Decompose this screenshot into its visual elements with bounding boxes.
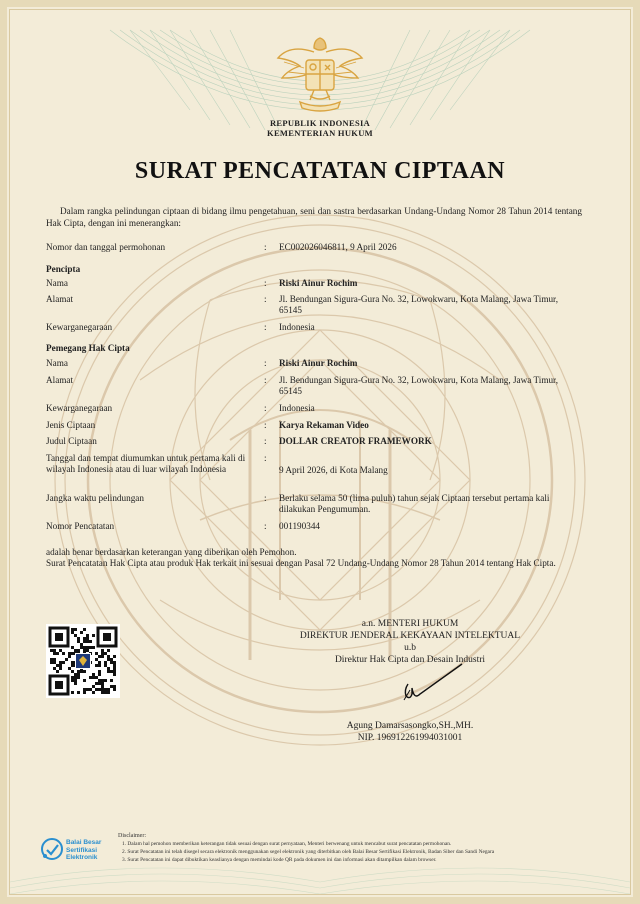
- qr-module: [77, 637, 80, 640]
- qr-module: [65, 658, 68, 661]
- qr-module: [107, 691, 110, 694]
- qr-module: [56, 670, 59, 673]
- qr-module: [92, 673, 95, 676]
- holder-address-label: Alamat: [46, 375, 74, 385]
- qr-module: [74, 628, 77, 631]
- sig-on-behalf: a.n. MENTERI HUKUM: [361, 619, 459, 629]
- qr-module: [86, 637, 89, 640]
- work-title: DOLLAR CREATOR FRAMEWORK: [279, 436, 432, 446]
- colon: :: [264, 493, 267, 503]
- qr-module: [92, 691, 95, 694]
- sig-ub: u.b: [404, 643, 416, 653]
- qr-module: [104, 664, 107, 667]
- work-duration-label: Jangka waktu pelindungan: [46, 493, 144, 503]
- qr-module: [86, 649, 89, 652]
- handwritten-signature: [390, 660, 470, 710]
- qr-module: [59, 649, 62, 652]
- qr-module: [113, 673, 116, 676]
- qr-module: [71, 646, 74, 649]
- qr-module: [59, 667, 62, 670]
- qr-module: [71, 691, 74, 694]
- holder-nationality: Indonesia: [279, 403, 315, 413]
- qr-module: [74, 679, 77, 682]
- colon: :: [264, 294, 267, 304]
- qr-module: [68, 667, 71, 670]
- qr-module: [95, 676, 98, 679]
- application-label: Nomor dan tanggal permohonan: [46, 242, 166, 252]
- qr-module: [71, 628, 74, 631]
- qr-module: [74, 676, 77, 679]
- work-type: Karya Rekaman Video: [279, 420, 369, 430]
- qr-module: [50, 649, 53, 652]
- qr-module: [89, 688, 92, 691]
- qr-module: [59, 664, 62, 667]
- qr-module: [53, 667, 56, 670]
- colon: :: [264, 436, 267, 446]
- qr-module: [80, 670, 83, 673]
- creator-address-label: Alamat: [46, 294, 74, 304]
- qr-module: [53, 661, 56, 664]
- work-record: 001190344: [279, 521, 321, 531]
- qr-module: [101, 682, 104, 685]
- qr-module: [83, 670, 86, 673]
- qr-module: [71, 661, 74, 664]
- qr-module: [101, 688, 104, 691]
- sig-director: Direktur Hak Cipta dan Desain Industri: [334, 655, 486, 665]
- qr-module: [50, 658, 53, 661]
- qr-module: [83, 649, 86, 652]
- qr-module: [92, 646, 95, 649]
- qr-module: [113, 685, 116, 688]
- qr-module: [62, 661, 65, 664]
- colon: :: [264, 521, 267, 531]
- holder-name: Riski Ainur Rochim: [279, 358, 358, 368]
- qr-module: [80, 643, 83, 646]
- qr-module: [53, 649, 56, 652]
- colon: :: [264, 278, 267, 288]
- qr-module: [110, 658, 113, 661]
- qr-module: [110, 670, 113, 673]
- qr-module: [89, 676, 92, 679]
- qr-module: [77, 640, 80, 643]
- qr-module: [101, 655, 104, 658]
- application-value: EC002026046811, 9 April 2026: [279, 242, 397, 252]
- qr-module: [98, 655, 101, 658]
- qr-module: [107, 667, 110, 670]
- qr-module: [83, 646, 86, 649]
- qr-module: [98, 673, 101, 676]
- colon: :: [264, 242, 267, 252]
- qr-module: [59, 661, 62, 664]
- qr-module: [104, 679, 107, 682]
- qr-center-logo-icon: [76, 654, 90, 668]
- qr-module: [101, 691, 104, 694]
- qr-module: [107, 670, 110, 673]
- garuda-emblem-icon: [270, 30, 370, 115]
- colon: :: [264, 403, 267, 413]
- qr-module: [53, 658, 56, 661]
- disclaimer: [118, 832, 618, 864]
- work-title-label: Judul Ciptaan: [46, 436, 97, 446]
- qr-module: [101, 685, 104, 688]
- qr-module: [74, 682, 77, 685]
- qr-module: [83, 679, 86, 682]
- qr-module: [77, 670, 80, 673]
- qr-module: [80, 646, 83, 649]
- holder-address: Jl. Bendungan Sigura-Gura No. 32, Lowokwaru, Kota Malang, Jawa Timur, 65145: [279, 375, 559, 396]
- bsre-logo-icon: [40, 836, 64, 862]
- closing-line2: Surat Pencatatan Hak Cipta atau produk Hak terkait ini sesuai dengan Pasal 72 Undang-Undang Nomor 28 Tahun 2014 tentang Hak Cipta.: [46, 558, 556, 568]
- qr-module: [101, 652, 104, 655]
- qr-module: [71, 679, 74, 682]
- disclaimer-title: Disclaimer:: [118, 833, 146, 839]
- header-country: REPUBLIK INDONESIA: [269, 118, 371, 128]
- disclaimer-item: 2. Surat Pencatatan ini telah disegel secara elektronik menggunakan segel elektronik yang diterbitkan oleh Balai Besar Sertifikasi Elektronik, Badan Siber dan Sandi Negara: [122, 849, 495, 855]
- creator-nationality: Indonesia: [279, 322, 315, 332]
- sig-nip: NIP. 196912261994031001: [357, 733, 463, 743]
- qr-module: [77, 649, 80, 652]
- qr-module: [62, 652, 65, 655]
- qr-module: [74, 634, 77, 637]
- creator-name: Riski Ainur Rochim: [279, 278, 358, 288]
- qr-module: [89, 646, 92, 649]
- creator-nationality-label: Kewarganegaraan: [46, 322, 113, 332]
- qr-module: [98, 688, 101, 691]
- work-record-label: Nomor Pencatatan: [46, 521, 115, 531]
- qr-module: [86, 634, 89, 637]
- qr-module: [92, 676, 95, 679]
- qr-module: [74, 649, 77, 652]
- qr-module: [77, 691, 80, 694]
- disclaimer-item: 3. Surat Pencatatan ini dapat dibuktikan keaslianya dengan memindai kode QR pada dokumen ini dan informasi akan ditampilkan dalam browser.: [122, 857, 437, 863]
- colon: :: [264, 453, 267, 463]
- qr-module: [95, 658, 98, 661]
- qr-module: [98, 679, 101, 682]
- colon: :: [264, 420, 267, 430]
- creator-name-label: Nama: [46, 278, 68, 288]
- sig-directorate: DIREKTUR JENDERAL KEKAYAAN INTELEKTUAL: [299, 631, 521, 641]
- qr-module: [89, 640, 92, 643]
- work-announce-label: Tanggal dan tempat diumumkan untuk pertama kali di wilayah Indonesia atau di luar wilayah Indonesia: [46, 453, 246, 474]
- qr-module: [107, 658, 110, 661]
- work-duration: Berlaku selama 50 (lima puluh) tahun sejak Ciptaan tersebut pertama kali dilakukan Pengumuman.: [279, 493, 550, 514]
- qr-module: [104, 688, 107, 691]
- qr-module: [113, 688, 116, 691]
- qr-module: [86, 646, 89, 649]
- qr-module: [50, 661, 53, 664]
- sig-name: Agung Damarsasongko,SH.,MH.: [346, 721, 474, 731]
- qr-module: [98, 670, 101, 673]
- bsre-line1: Balai Besar: [66, 839, 102, 846]
- colon: :: [264, 375, 267, 385]
- qr-module: [83, 691, 86, 694]
- qr-module: [101, 679, 104, 682]
- header-ministry: KEMENTERIAN HUKUM: [267, 128, 373, 138]
- qr-module: [77, 676, 80, 679]
- work-type-label: Jenis Ciptaan: [46, 420, 96, 430]
- closing-line1: adalah benar berdasarkan keterangan yang diberikan oleh Pemohon.: [46, 547, 297, 557]
- qr-module: [56, 664, 59, 667]
- qr-module: [101, 649, 104, 652]
- qr-module: [83, 637, 86, 640]
- section-creator: Pencipta: [46, 264, 81, 274]
- disclaimer-item: 1. Dalam hal pemohon memberikan keterangan tidak sesuai dengan surat pernyataan, Menteri berwenang untuk mencabut surat pencatatan permohonan.: [122, 841, 452, 847]
- intro-paragraph: Dalam rangka pelindungan ciptaan di bidang ilmu pengetahuan, seni dan sastra berdasarkan Undang-Undang Nomor 28 Tahun 2014 tentang Hak Cipta, dengan ini menerangkan:: [46, 206, 582, 228]
- qr-module: [113, 670, 116, 673]
- qr-module: [107, 649, 110, 652]
- qr-code[interactable]: [46, 624, 120, 698]
- bsre-name: [66, 839, 101, 862]
- qr-module: [110, 679, 113, 682]
- qr-module: [56, 652, 59, 655]
- qr-module: [92, 634, 95, 637]
- qr-module: [95, 664, 98, 667]
- qr-module: [104, 661, 107, 664]
- holder-name-label: Nama: [46, 358, 68, 368]
- qr-module: [110, 685, 113, 688]
- qr-module: [83, 640, 86, 643]
- qr-module: [110, 661, 113, 664]
- bsre-line3: Elektronik: [66, 854, 98, 861]
- qr-module: [107, 688, 110, 691]
- qr-module: [74, 673, 77, 676]
- qr-module: [68, 655, 71, 658]
- qr-module: [98, 661, 101, 664]
- qr-module: [71, 664, 74, 667]
- qr-module: [95, 652, 98, 655]
- qr-module: [68, 652, 71, 655]
- qr-module: [53, 652, 56, 655]
- qr-module: [113, 664, 116, 667]
- document-title: SURAT PENCATATAN CIPTAAN: [134, 158, 506, 184]
- colon: :: [264, 358, 267, 368]
- qr-module: [98, 664, 101, 667]
- qr-module: [77, 673, 80, 676]
- qr-module: [92, 685, 95, 688]
- guilloche-footer: [10, 868, 630, 894]
- creator-address: Jl. Bendungan Sigura-Gura No. 32, Lowokwaru, Kota Malang, Jawa Timur, 65145: [279, 294, 559, 315]
- qr-module: [86, 688, 89, 691]
- qr-module: [80, 631, 83, 634]
- qr-module: [71, 670, 74, 673]
- qr-module: [98, 682, 101, 685]
- qr-module: [107, 655, 110, 658]
- qr-module: [113, 655, 116, 658]
- qr-module: [113, 667, 116, 670]
- qr-module: [104, 691, 107, 694]
- section-holder: Pemegang Hak Cipta: [46, 343, 130, 353]
- qr-module: [86, 640, 89, 643]
- qr-module: [95, 688, 98, 691]
- qr-module: [71, 676, 74, 679]
- qr-module: [71, 652, 74, 655]
- qr-module: [104, 652, 107, 655]
- qr-module: [83, 688, 86, 691]
- bsre-line2: Sertifikasi: [66, 846, 98, 854]
- qr-module: [71, 631, 74, 634]
- colon: :: [264, 322, 267, 332]
- work-announce: 9 April 2026, di Kota Malang: [279, 465, 388, 475]
- qr-module: [95, 682, 98, 685]
- qr-module: [83, 628, 86, 631]
- holder-nationality-label: Kewarganegaraan: [46, 403, 113, 413]
- qr-module: [113, 661, 116, 664]
